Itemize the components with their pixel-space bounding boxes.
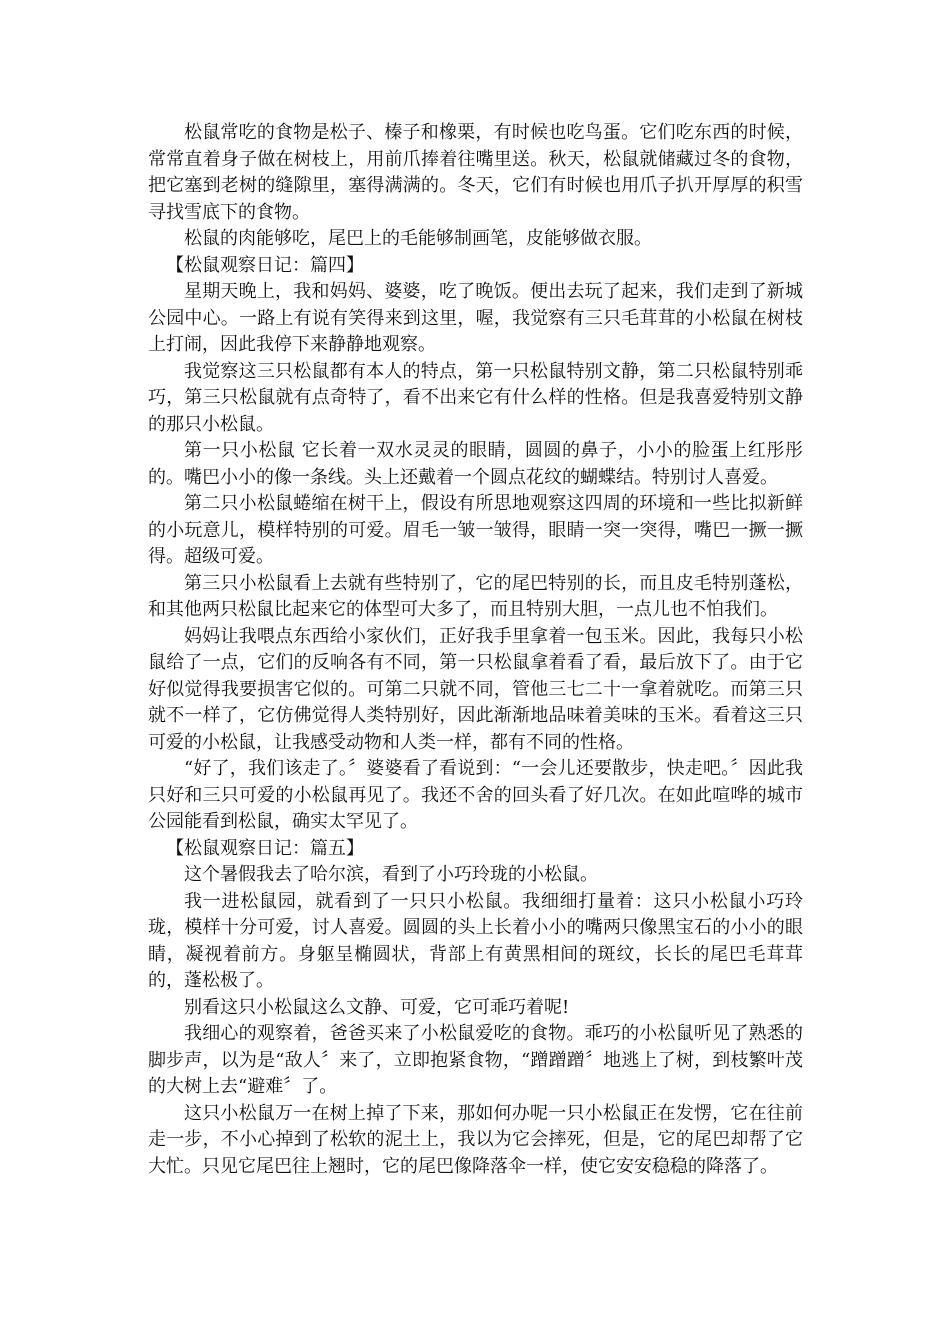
paragraph: 这只小松鼠万一在树上掉了下来，那如何办呢一只小松鼠正在发愣，它在往前走一步，不小心掉到了松软的泥土上，我以为它会摔死，但是，它的尾巴却帮了它大忙。只见它尾巴往上翘时，它的尾巴像降落伞一样，使它安安稳稳的降落了。	[148, 1102, 803, 1177]
paragraph: 星期天晚上，我和妈妈、婆婆，吃了晚饭。便出去玩了起来，我们走到了新城公园中心。一路上有说有笑得来到这里，喔，我觉察有三只毛茸茸的小松鼠在树枝上打闹，因此我停下来静静地观察。	[148, 281, 803, 355]
section-heading: 【松鼠观察日记：篇五】	[166, 837, 364, 859]
paragraph: 第一只小松鼠 它长着一双水灵灵的眼睛，圆圆的鼻子，小小的脸蛋上红彤彤的。嘴巴小小的像一条线。头上还戴着一个圆点花纹的蝴蝶结。特别讨人喜爱。	[148, 440, 803, 488]
paragraph: 第二只小松鼠蜷缩在树干上，假设有所思地观察这四周的环境和一些比拟新鲜的小玩意儿，模样特别的可爱。眉毛一皱一皱得，眼睛一突一突得，嘴巴一撅一撅得。超级可爱。	[148, 493, 803, 567]
paragraph: 这个暑假我去了哈尔滨，看到了小巧玲珑的小松鼠。	[184, 864, 598, 885]
paragraph: 别看这只小松鼠这么文静、可爱，它可乖巧着呢!	[184, 996, 570, 1018]
paragraph: 我觉察这三只松鼠都有本人的特点，第一只松鼠特别文静，第二只松鼠特别乖巧，第三只松鼠就有点奇特了，看不出来它有什么样的性格。但是我喜爱特别文静的那只小松鼠。	[148, 360, 803, 435]
paragraph: 第三只小松鼠看上去就有些特别了，它的尾巴特别的长，而且皮毛特别蓬松，和其他两只松鼠比起来它的体型可大多了，而且特别大胆，一点儿也不怕我们。	[148, 572, 803, 620]
paragraph: “好了，我们该走了。〞婆婆看了看说到：“一会儿还要散步，快走吧。〞因此我只好和三只可爱的小松鼠再见了。我还不舍的回头看了好几次。在如此喧哗的城市公园能看到松鼠，确实太罕见了。	[148, 758, 803, 832]
paragraph: 我细心的观察着，爸爸买来了小松鼠爱吃的食物。乖巧的小松鼠听见了熟悉的脚步声，以为是“敌人〞来了，立即抱紧食物，“蹭蹭蹭〞地逃上了树，到枝繁叶茂的大树上去“避难〞了。	[148, 1023, 803, 1097]
paragraph: 松鼠的肉能够吃，尾巴上的毛能够制画笔，皮能够做衣服。	[184, 228, 652, 249]
section-heading: 【松鼠观察日记：篇四】	[166, 254, 364, 276]
document-page	[148, 120, 803, 1180]
paragraph: 我一进松鼠园，就看到了一只只小松鼠。我细细打量着：这只小松鼠小巧玲珑，模样十分可爱，讨人喜爱。圆圆的头上长着小小的嘴两只像黑宝石的小小的眼睛，凝视着前方。身躯呈椭圆状，背部上有黄黑相间的斑纹，长长的尾巴毛茸茸的，蓬松极了。	[148, 890, 803, 991]
paragraph: 妈妈让我喂点东西给小家伙们，正好我手里拿着一包玉米。因此，我每只小松鼠给了一点，它们的反响各有不同，第一只松鼠拿着看了看，最后放下了。由于它好似觉得我要损害它似的。可第二只就不同，管他三七二十一拿着就吃。而第三只就不一样了，它仿佛觉得人类特别好，因此渐渐地品味着美味的玉米。看着这三只可爱的小松鼠，让我感受动物和人类一样，都有不同的性格。	[148, 625, 803, 753]
paragraph: 松鼠常吃的食物是松子、榛子和橡栗，有时候也吃鸟蛋。它们吃东西的时候，常常直着身子做在树枝上，用前爪捧着往嘴里送。秋天，松鼠就储藏过冬的食物，把它塞到老树的缝隙里，塞得满满的。冬天，它们有时候也用爪子扒开厚厚的积雪寻找雪底下的食物。	[148, 122, 803, 223]
